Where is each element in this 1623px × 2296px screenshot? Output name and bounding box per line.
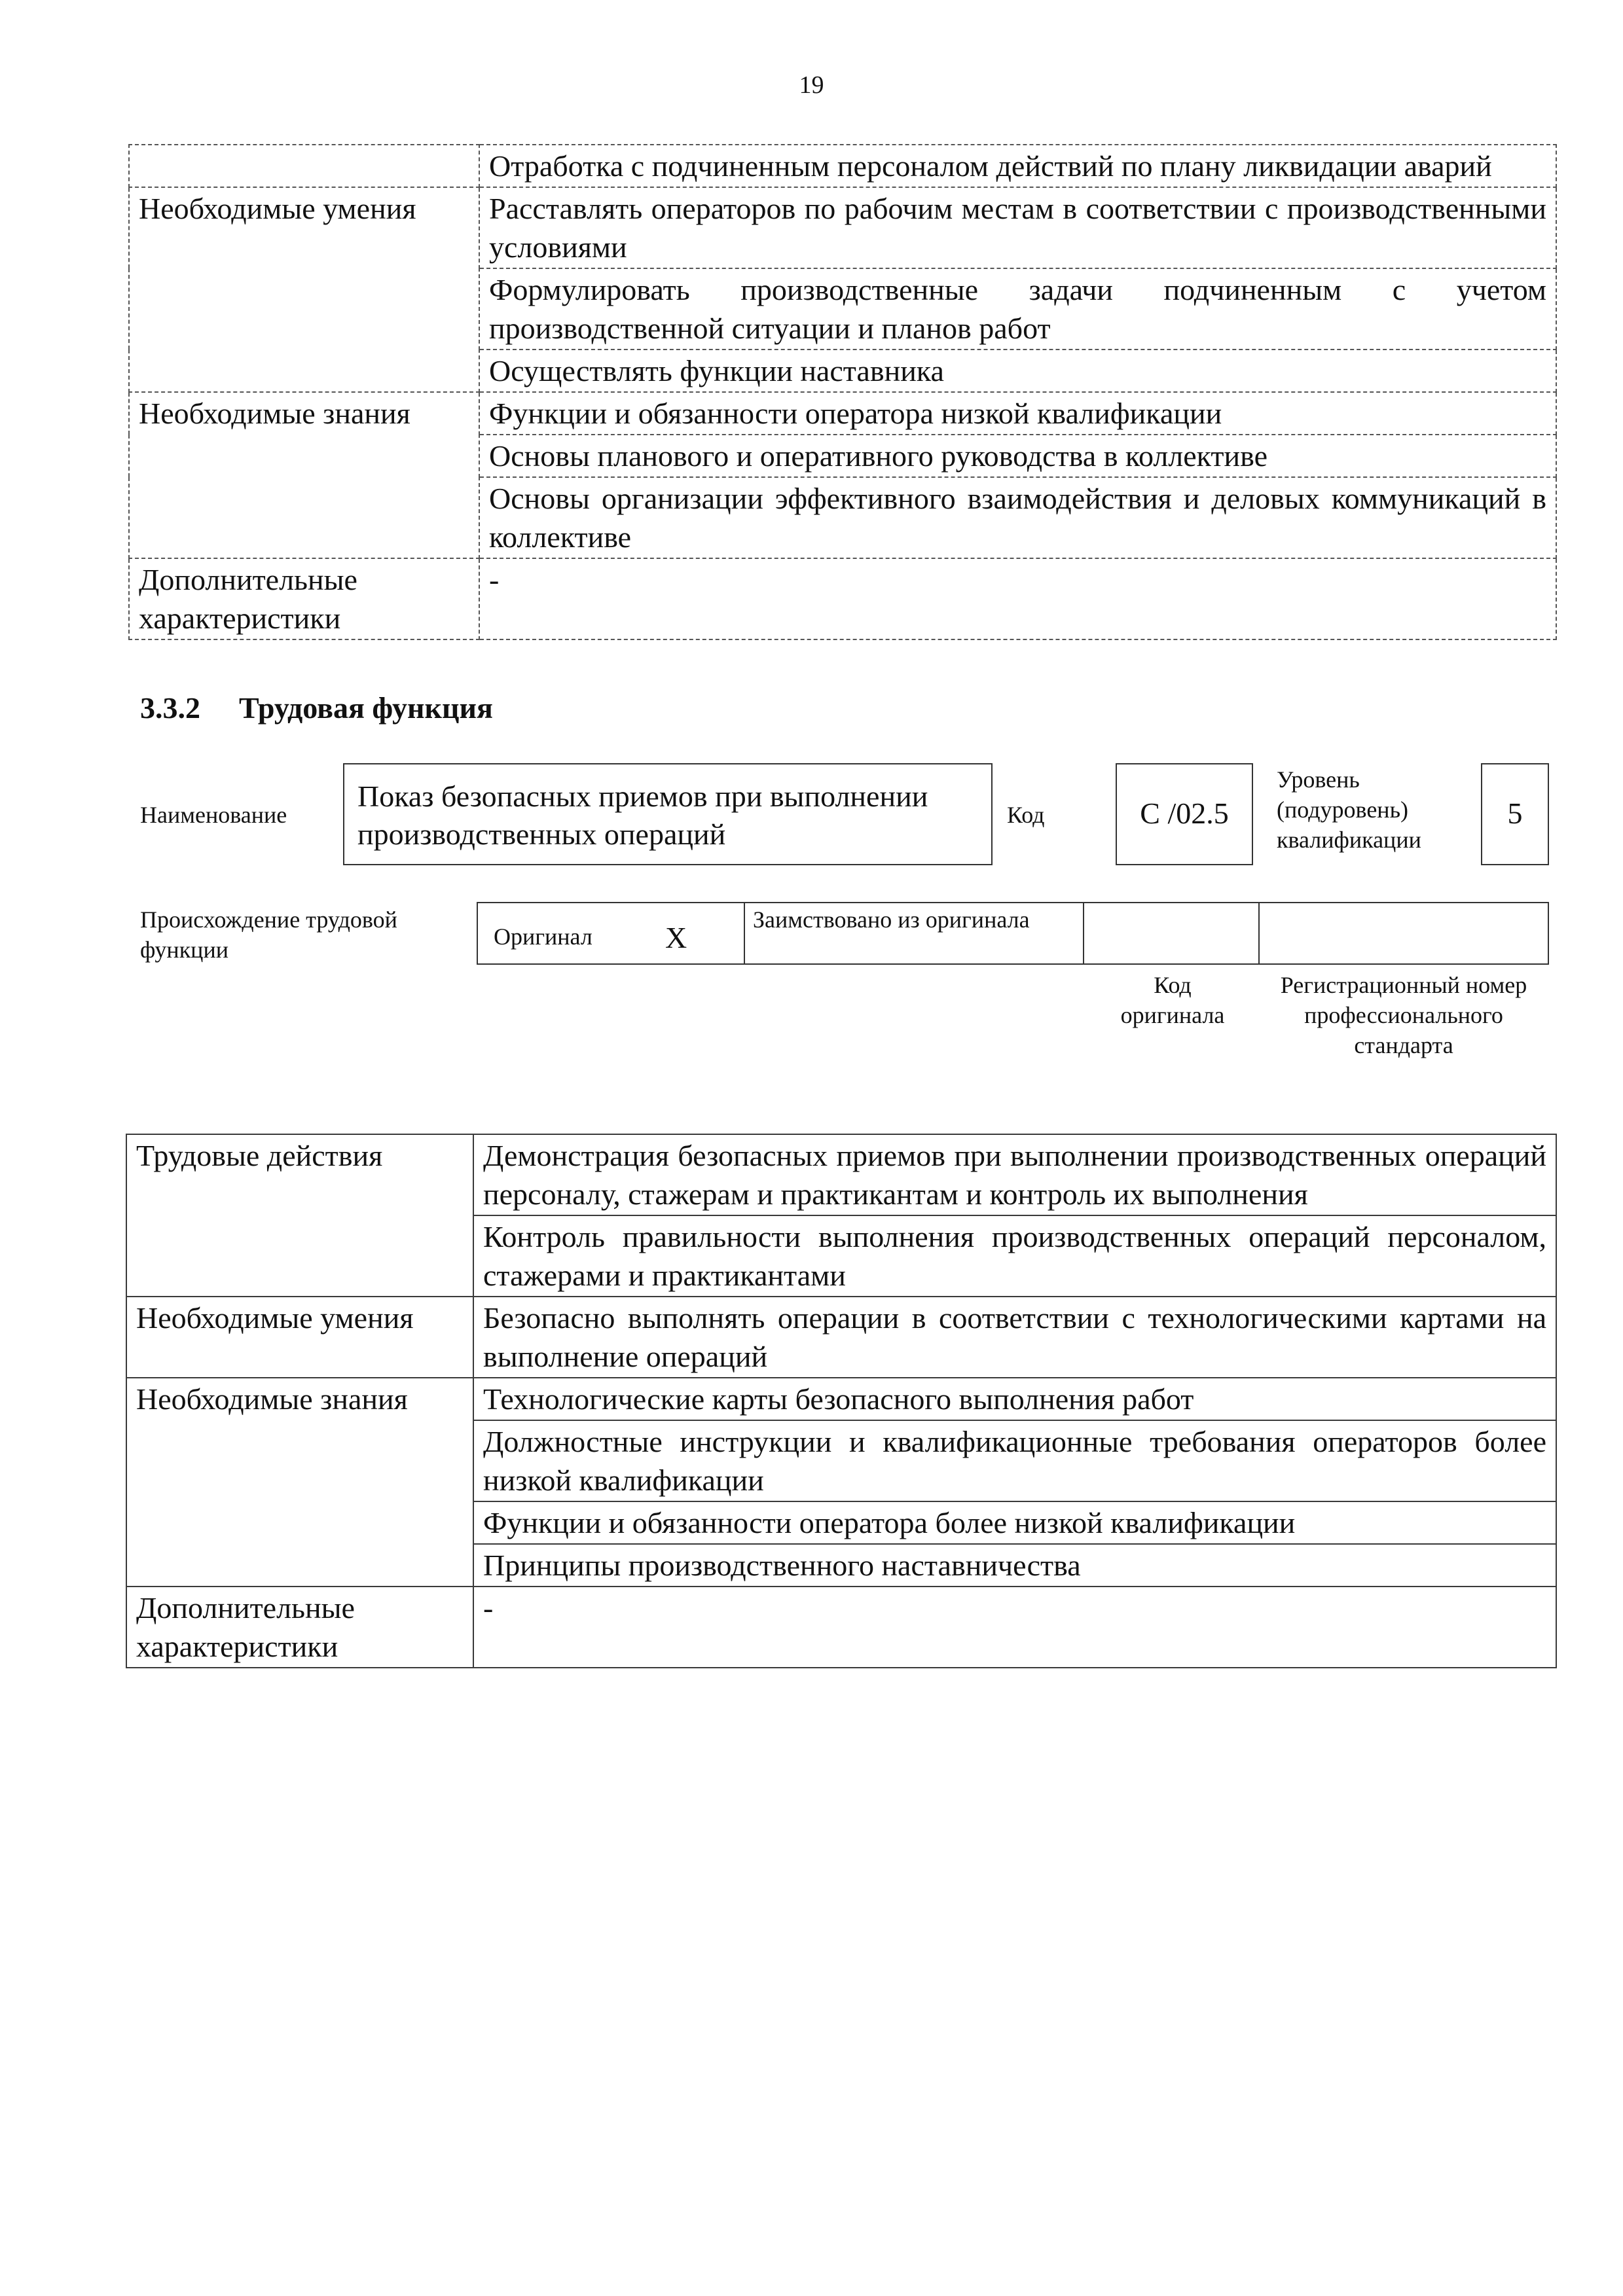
table-row: [126, 1587, 1556, 1668]
table-row: [129, 187, 1556, 268]
original-label: Оригинал: [494, 924, 593, 950]
section-title: Трудовая функция: [239, 691, 493, 725]
origin-original-cell: [477, 902, 745, 965]
table-row: [126, 1297, 1556, 1378]
row-value: Расставлять операторов по рабочим местам в соответствии с производственными условиями: [479, 187, 1556, 268]
reg-number-caption: Регистрационный номер профессионального стандарта: [1280, 972, 1527, 1058]
level-box: [1481, 763, 1549, 865]
name-label: Наименование: [140, 802, 287, 828]
row-value: Основы организации эффективного взаимодействия и деловых коммуникаций в коллективе: [479, 477, 1556, 558]
level-label: Уровень (подуровень) квалификации: [1277, 766, 1421, 853]
row-label: Необходимые умения: [126, 1297, 473, 1378]
row-label: Необходимые знания: [129, 392, 479, 558]
row-label: Необходимые умения: [129, 187, 479, 392]
table-row: [126, 1378, 1556, 1420]
origin-label: Происхождение трудовой функции: [140, 906, 397, 963]
row-value: Основы планового и оперативного руководства в коллективе: [479, 435, 1556, 477]
row-value: Технологические карты безопасного выполнения работ: [473, 1378, 1556, 1420]
original-mark: X: [665, 921, 687, 954]
table-row: [129, 558, 1556, 639]
origin-code-cell[interactable]: [1083, 902, 1260, 965]
row-value: Функции и обязанности оператора низкой квалификации: [479, 392, 1556, 435]
row-value: Формулировать производственные задачи подчиненным с учетом производственной ситуации и планов работ: [479, 268, 1556, 350]
table-row: [129, 145, 1556, 187]
row-value: -: [479, 558, 1556, 639]
row-label: [129, 145, 479, 187]
code-label: Код: [1007, 802, 1045, 828]
table-row: [129, 392, 1556, 435]
borrowed-label: Заимствовано из оригинала: [753, 906, 1030, 933]
row-value: Принципы производственного наставничества: [473, 1544, 1556, 1587]
row-value: Отработка с подчиненным персоналом действий по плану ликвидации аварий: [479, 145, 1556, 187]
origin-borrowed-cell: [744, 902, 1084, 965]
page-number: 19: [799, 71, 824, 99]
row-label: Трудовые действия: [126, 1134, 473, 1297]
code-value: С /02.5: [1140, 797, 1229, 830]
section-heading: [140, 691, 493, 725]
row-value: Функции и обязанности оператора более низкой квалификации: [473, 1501, 1556, 1544]
row-label: Необходимые знания: [126, 1378, 473, 1587]
row-value: Демонстрация безопасных приемов при выполнении производственных операций персоналу, стажерам и практикантам и контроль их выполнения: [473, 1134, 1556, 1215]
row-value: -: [473, 1587, 1556, 1668]
row-value: Должностные инструкции и квалификационные требования операторов более низкой квалификации: [473, 1420, 1556, 1501]
table-row: [126, 1134, 1556, 1215]
code-box: [1116, 763, 1253, 865]
function-details-table: [126, 1134, 1557, 1668]
origin-reg-number-cell[interactable]: [1258, 902, 1549, 965]
row-value: Безопасно выполнять операции в соответствии с технологическими картами на выполнение операций: [473, 1297, 1556, 1378]
code-caption: Код оригинала: [1120, 972, 1225, 1028]
level-value: 5: [1507, 797, 1523, 830]
row-label: Дополнительные характеристики: [126, 1587, 473, 1668]
function-name: Показ безопасных приемов при выполнении производственных операций: [357, 780, 928, 851]
table-continued: [128, 144, 1557, 640]
section-number: 3.3.2: [140, 691, 200, 725]
row-value: Осуществлять функции наставника: [479, 350, 1556, 392]
row-label: Дополнительные характеристики: [129, 558, 479, 639]
function-name-box: [343, 763, 993, 865]
row-value: Контроль правильности выполнения производственных операций персоналом, стажерами и практикантами: [473, 1215, 1556, 1297]
